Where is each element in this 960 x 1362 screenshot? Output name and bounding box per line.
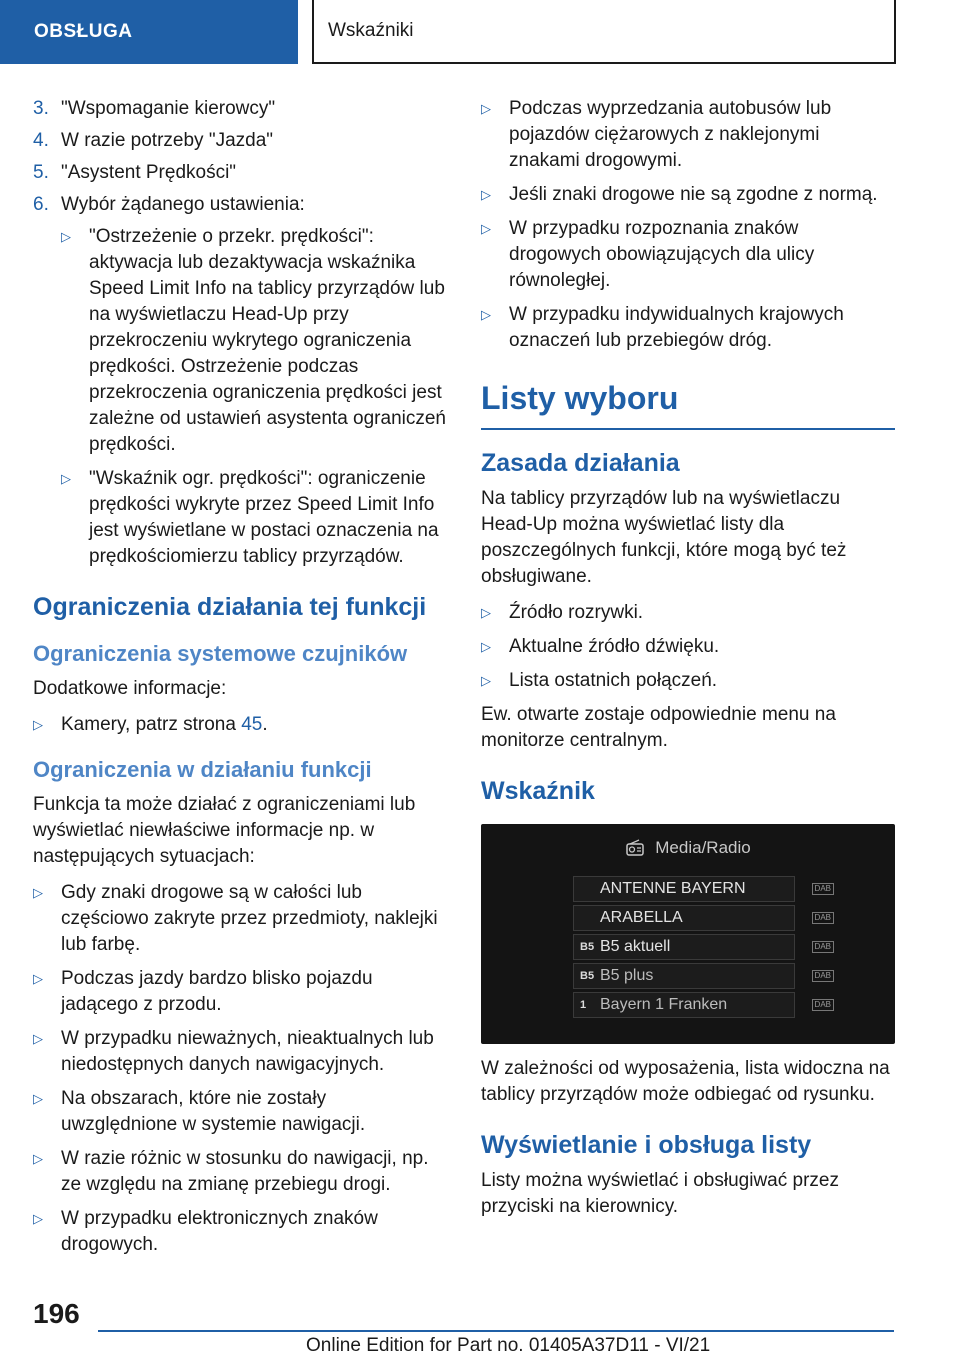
image-caption: W zależności od wyposażenia, lista widoczna na tablicy przyrządów może odbiegać od rysunku. bbox=[481, 1058, 890, 1105]
page-link[interactable]: 45 bbox=[241, 714, 263, 735]
list-item bbox=[33, 224, 447, 458]
dab-badge: DAB bbox=[812, 883, 834, 895]
triangle-right-icon: ▷ bbox=[33, 971, 43, 986]
triangle-right-icon: ▷ bbox=[481, 673, 491, 688]
list-item bbox=[33, 160, 447, 186]
media-radio-icon bbox=[625, 839, 647, 857]
heading-function-limits: Ograniczenia w działaniu funkcji bbox=[33, 757, 372, 782]
footer-rule bbox=[98, 1330, 894, 1332]
station-name: B5 plus bbox=[600, 967, 654, 984]
bullet-text: Podczas jazdy bardzo blisko pojazdu jadącego z przodu. bbox=[61, 968, 373, 1015]
page-header bbox=[312, 0, 896, 64]
station-list bbox=[573, 876, 831, 1021]
list-item bbox=[33, 466, 447, 570]
camera-text: Kamery, patrz strona bbox=[61, 714, 236, 735]
list-item bbox=[33, 96, 447, 122]
triangle-right-icon: ▷ bbox=[61, 471, 71, 486]
bullet-text: Aktualne źródło dźwięku. bbox=[509, 636, 720, 657]
triangle-right-icon: ▷ bbox=[33, 1031, 43, 1046]
station-row bbox=[573, 963, 831, 989]
triangle-right-icon: ▷ bbox=[481, 307, 491, 322]
page-title: Wskaźniki bbox=[328, 20, 414, 41]
section-label: OBSŁUGA bbox=[34, 21, 133, 42]
heading-principle: Zasada działania bbox=[481, 449, 680, 477]
list-item bbox=[481, 634, 895, 660]
station-row bbox=[573, 905, 831, 931]
heading-rule bbox=[481, 428, 895, 430]
list-item bbox=[481, 96, 895, 174]
page-number: 196 bbox=[33, 1298, 80, 1329]
list-item bbox=[33, 1086, 447, 1138]
heading-indicator: Wskaźnik bbox=[481, 777, 595, 805]
bullet-text: Podczas wyprzedzania autobusów lub pojazdów ciężarowych z naklejonymi znakami drogowymi. bbox=[509, 98, 832, 171]
step-text: W razie potrzeby "Jazda" bbox=[61, 130, 274, 151]
list-item bbox=[481, 600, 895, 626]
bullet-text: W przypadku indywidualnych krajowych oznaczeń lub przebiegów dróg. bbox=[509, 304, 844, 351]
list-item bbox=[481, 182, 895, 208]
list-item bbox=[33, 192, 447, 218]
station-logo: B5 bbox=[580, 970, 595, 982]
triangle-right-icon: ▷ bbox=[481, 187, 491, 202]
step-number: 3. bbox=[33, 98, 49, 119]
bullet-text: Na obszarach, które nie zostały uwzględnione w systemie nawigacji. bbox=[61, 1088, 366, 1135]
dab-badge: DAB bbox=[812, 912, 834, 924]
instrument-cluster-image bbox=[481, 824, 895, 1044]
list-item bbox=[33, 880, 447, 958]
triangle-right-icon: ▷ bbox=[61, 229, 71, 244]
bullet-text: "Ostrzeżenie o przekr. prędkości": aktywacja lub dezaktywacja wskaźnika Speed Limit Info na tablicy przyrządów lub na wyświetlaczu Head-Up przy przekroczeniu wykrytego ograniczenia prędkości. Ostrzeżenie podczas przekroczenia ograniczenia prędkości jest zależne od ustawień asystenta ograniczeń prędkości. bbox=[89, 226, 447, 455]
dab-badge: DAB bbox=[812, 999, 834, 1011]
footer-edition: Online Edition for Part no. 01405A37D11 - VI/21 bbox=[306, 1335, 711, 1356]
list-item bbox=[481, 302, 895, 354]
triangle-right-icon: ▷ bbox=[481, 605, 491, 620]
triangle-right-icon: ▷ bbox=[33, 1151, 43, 1166]
station-name: Bayern 1 Franken bbox=[600, 996, 728, 1013]
list-item bbox=[33, 1026, 447, 1078]
bullet-text: "Wskaźnik ogr. prędkości": ograniczenie prędkości wykryte przez Speed Limit Info jest wyświetlane w postaci oznaczenia na prędkościomierzu tablicy przyrządów. bbox=[89, 468, 439, 567]
right-column bbox=[481, 96, 895, 1230]
bullet-text: W przypadku nieważnych, nieaktualnych lub niedostępnych danych nawigacyjnych. bbox=[61, 1028, 434, 1075]
triangle-right-icon: ▷ bbox=[33, 1211, 43, 1226]
triangle-right-icon: ▷ bbox=[33, 717, 43, 732]
triangle-right-icon: ▷ bbox=[481, 639, 491, 654]
paragraph: Listy można wyświetlać i obsługiwać przez przyciski na kierownicy. bbox=[481, 1170, 839, 1217]
list-item bbox=[481, 216, 895, 294]
step-number: 4. bbox=[33, 130, 49, 151]
bullet-text: Lista ostatnich połączeń. bbox=[509, 670, 718, 691]
dab-badge: DAB bbox=[812, 970, 834, 982]
left-column bbox=[33, 96, 447, 1266]
triangle-right-icon: ▷ bbox=[33, 885, 43, 900]
list-item bbox=[33, 1146, 447, 1198]
step-text: "Asystent Prędkości" bbox=[61, 162, 237, 183]
station-name: ANTENNE BAYERN bbox=[600, 880, 746, 897]
screen-title: Media/Radio bbox=[655, 838, 751, 857]
step-number: 5. bbox=[33, 162, 49, 183]
paragraph: Funkcja ta może działać z ograniczeniami lub wyświetlać niewłaściwe informacje np. w następujących sytuacjach: bbox=[33, 794, 416, 867]
triangle-right-icon: ▷ bbox=[33, 1091, 43, 1106]
bullet-text: Gdy znaki drogowe są w całości lub częściowo zakryte przez przedmioty, naklejki lub farbę. bbox=[61, 882, 438, 955]
station-logo: B5 bbox=[580, 941, 595, 953]
bullet-text: Źródło rozrywki. bbox=[509, 602, 644, 623]
bullet-text: Jeśli znaki drogowe nie są zgodne z normą. bbox=[509, 184, 878, 205]
period: . bbox=[262, 714, 268, 735]
station-name: B5 aktuell bbox=[600, 938, 671, 955]
heading-limits: Ograniczenia działania tej funkcji bbox=[33, 593, 427, 621]
dab-badge: DAB bbox=[812, 941, 834, 953]
paragraph: Ew. otwarte zostaje odpowiednie menu na monitorze centralnym. bbox=[481, 704, 836, 751]
section-tab bbox=[0, 0, 298, 64]
paragraph: Dodatkowe informacje: bbox=[33, 678, 227, 699]
paragraph: Na tablicy przyrządów lub na wyświetlaczu Head-Up można wyświetlać listy dla poszczególnych funkcji, które mogą być też obsługiwane. bbox=[481, 488, 847, 587]
list-item bbox=[481, 668, 895, 694]
heading-sensors: Ograniczenia systemowe czujników bbox=[33, 641, 408, 666]
screen-header bbox=[481, 838, 895, 858]
bullet-text: W przypadku rozpoznania znaków drogowych obowiązujących dla ulicy równoległej. bbox=[509, 218, 815, 291]
station-row bbox=[573, 934, 831, 960]
triangle-right-icon: ▷ bbox=[481, 101, 491, 116]
list-item bbox=[33, 966, 447, 1018]
triangle-right-icon: ▷ bbox=[481, 221, 491, 236]
station-logo: 1 bbox=[580, 999, 587, 1011]
station-name: ARABELLA bbox=[600, 909, 683, 926]
list-item bbox=[33, 128, 447, 154]
step-number: 6. bbox=[33, 194, 49, 215]
bullet-text bbox=[61, 712, 268, 738]
list-item bbox=[33, 1206, 447, 1258]
list-item bbox=[33, 712, 447, 738]
heading-selection-lists: Listy wyboru bbox=[481, 380, 679, 416]
bullet-text: W przypadku elektronicznych znaków drogowych. bbox=[61, 1208, 378, 1255]
bullet-text: W razie różnic w stosunku do nawigacji, np. ze względu na zmianę przebiegu drogi. bbox=[61, 1148, 429, 1195]
step-text: "Wspomaganie kierowcy" bbox=[61, 98, 276, 119]
station-row bbox=[573, 876, 831, 902]
step-text: Wybór żądanego ustawienia: bbox=[61, 194, 305, 215]
heading-display: Wyświetlanie i obsługa listy bbox=[481, 1131, 812, 1159]
station-row bbox=[573, 992, 831, 1018]
